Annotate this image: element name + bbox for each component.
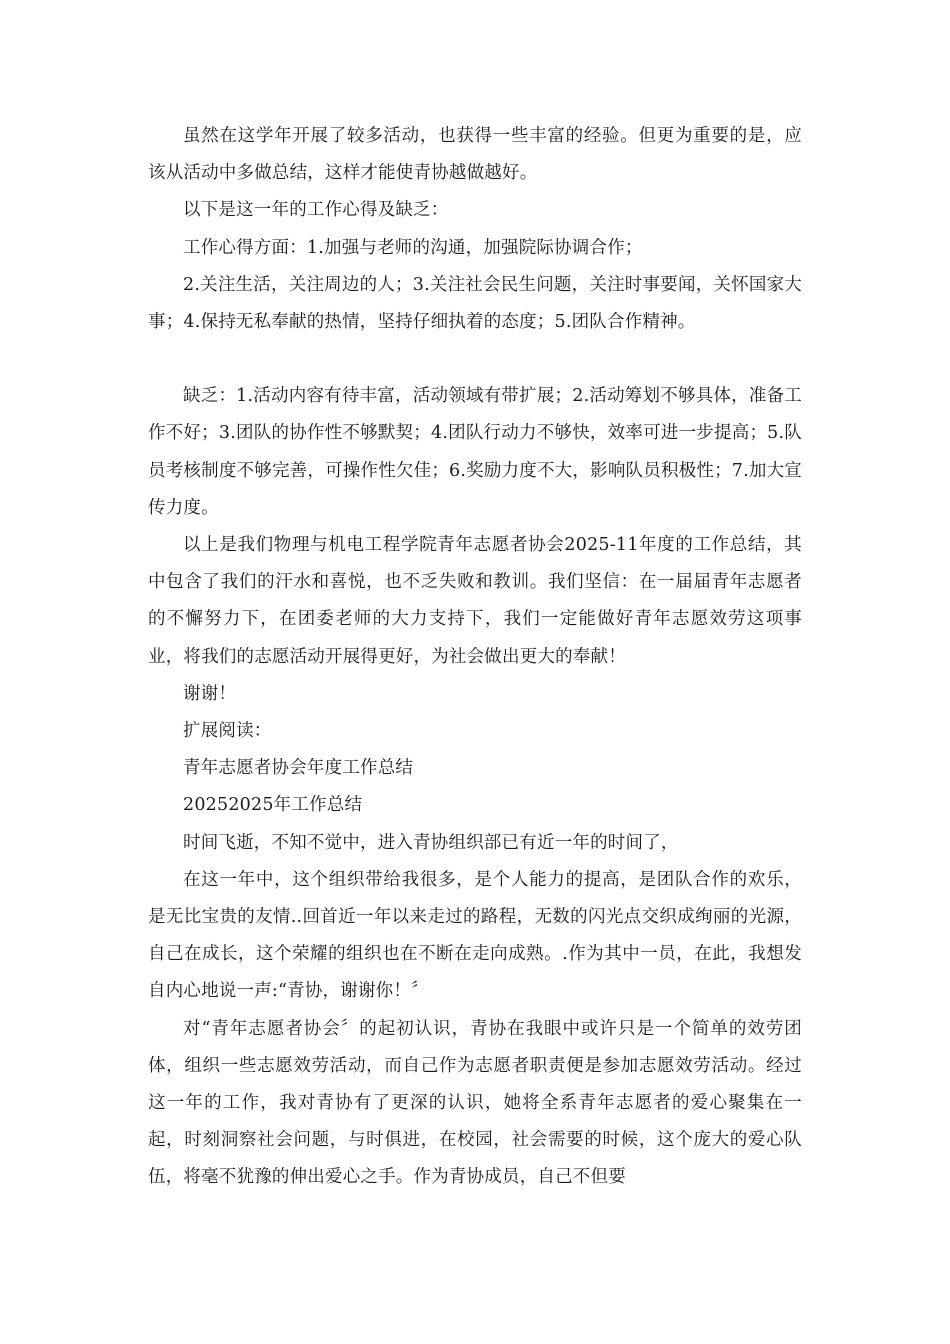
paragraph-thanks: 谢谢！ [183, 683, 237, 704]
document-body [148, 118, 802, 1197]
paragraph-experience-heading: 以下是这一年的工作心得及缺乏： [183, 200, 449, 221]
paragraph-experience-1: 工作心得方面：1.加强与老师的沟通，加强院际协调合作； [183, 237, 643, 258]
paragraph-this-year: 在这一年中，这个组织带给我很多，是个人能力的提高，是团队合作的欢乐，是无比宝贵的友情..回首近一年以来走过的路程，无数的闪光点交织成绚丽的光源，自己在成长，这个荣耀的组织也在不断在走向成熟。.作为其中一员，在此，我想发自内心地说一声:“青协，谢谢你！〞 [148, 869, 802, 1002]
paragraph-summary-intro: 虽然在这学年开展了较多活动，也获得一些丰富的经验。但更为重要的是，应该从活动中多做总结，这样才能使青协越做越好。 [148, 126, 802, 184]
paragraph-conclusion: 以上是我们物理与机电工程学院青年志愿者协会2025-11年度的工作总结，其中包含了我们的汗水和喜悦，也不乏失败和教训。我们坚信：在一届届青年志愿者的不懈努力下，在团委老师的大力支持下，我们一定能做好青年志愿效劳这项事业，将我们的志愿活动开展得更好，为社会做出更大的奉献！ [148, 535, 802, 667]
paragraph-shortcomings: 缺乏：1.活动内容有待丰富，活动领域有带扩展；2.活动筹划不够具体，准备工作不好；3.团队的协作性不够默契；4.团队行动力不够快，效率可进一步提高；5.队员考核制度不够完善，可操作性欠佳；6.奖励力度不大，影响队员积极性；7.加大宣传力度。 [148, 386, 802, 518]
paragraph-article-subtitle: 20252025年工作总结 [183, 795, 363, 816]
paragraph-article-title: 青年志愿者协会年度工作总结 [183, 758, 414, 779]
paragraph-time-flies: 时间飞逝，不知不觉中，进入青协组织部已有近一年的时间了， [183, 832, 679, 853]
paragraph-experience-2: 2.关注生活，关注周边的人；3.关注社会民生问题，关注时事要闻，关怀国家大事；4.保持无私奉献的热情，坚持仔细执着的态度；5.团队合作精神。 [148, 274, 802, 333]
paragraph-extended-reading: 扩展阅读： [183, 721, 272, 742]
paragraph-understanding: 对“青年志愿者协会〞的起初认识，青协在我眼中或许只是一个简单的效劳团体，组织一些志愿效劳活动，而自己作为志愿者职责便是参加志愿效劳活动。经过这一年的工作，我对青协有了更深的认识，她将全系青年志愿者的爱心聚集在一起，时刻洞察社会问题，与时俱进，在校园，社会需要的时候，这个庞大的爱心队伍，将毫不犹豫的伸出爱心之手。作为青协成员，自己不但要 [148, 1018, 802, 1188]
